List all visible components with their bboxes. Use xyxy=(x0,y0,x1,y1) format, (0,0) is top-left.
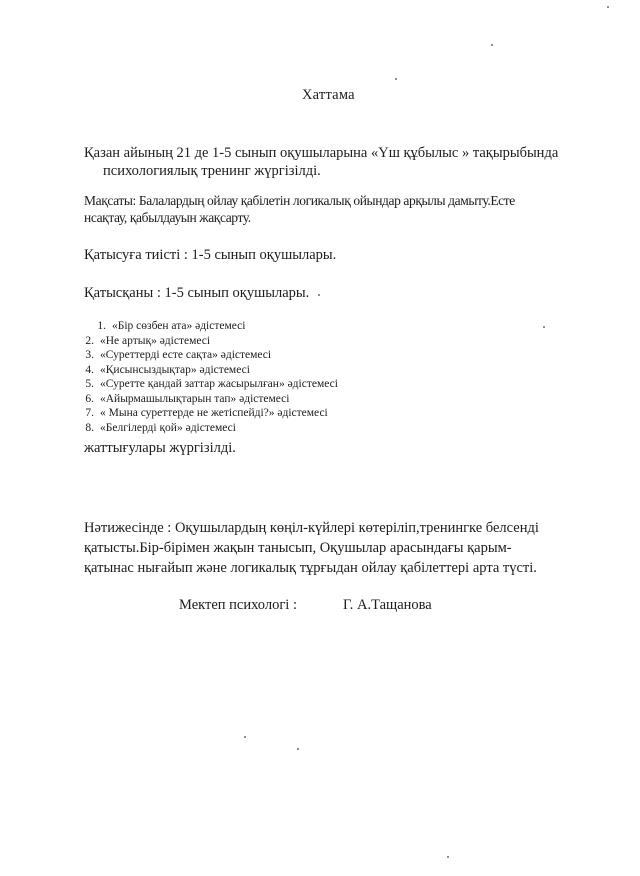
list-item xyxy=(72,393,289,405)
scan-speck xyxy=(447,856,449,858)
list-item xyxy=(84,320,245,332)
scan-speck xyxy=(395,78,397,80)
list-item-text: «Суреттерді есте сақта» әдістемесі xyxy=(100,349,272,361)
list-item-text: «Белгілерді қой» әдістемесі xyxy=(100,421,236,434)
list-item-number: 4. xyxy=(85,363,94,376)
list-item-number: 5. xyxy=(85,378,94,390)
signature-name: Г. А.Тащанова xyxy=(343,597,432,613)
list-item-number: 6. xyxy=(85,392,94,405)
result-line-2: қатысты.Бір-бірімен жақын танысып, Оқушылар арасындағы қарым- xyxy=(84,540,512,556)
scan-speck xyxy=(491,44,493,46)
list-item-text: « Мына суреттерде не жетіспейді?» әдістемесі xyxy=(100,407,328,419)
scan-speck xyxy=(543,326,545,328)
signature-label: Мектеп психологі : xyxy=(179,597,297,613)
scan-speck xyxy=(244,736,246,738)
list-item-text: «Суретте қандай заттар жасырылған» әдістемесі xyxy=(100,378,338,390)
list-item xyxy=(72,364,250,376)
list-item xyxy=(72,349,271,361)
goal-line-1: Мақсаты: Балалардың ойлау қабілетін логикалық ойындар арқылы дамыту.Есте xyxy=(84,193,515,208)
list-item-number: 2. xyxy=(85,334,94,347)
result-line-3: қатынас нығайып және логикалық тұрғыдан ойлау қабілеттері арта түсті. xyxy=(84,560,537,576)
participants-expected: Қатысуға тиісті : 1-5 сынып оқушылары. xyxy=(84,247,337,263)
document-title: Хаттама xyxy=(302,87,355,103)
scan-speck xyxy=(297,748,299,750)
list-item xyxy=(72,378,338,390)
goal-line-2: нсақтау, қабылдауын жақсарту. xyxy=(84,210,251,225)
result-line-1: Нәтижесінде : Оқушылардың көңіл-күйлері көтеріліп,тренингке белсенді xyxy=(84,520,539,536)
participants-attended: Қатысқаны : 1-5 сынып оқушылары. xyxy=(84,285,310,301)
list-item xyxy=(72,407,328,419)
scan-speck xyxy=(318,294,320,296)
list-item-text: «Қисынсыздықтар» әдістемесі xyxy=(100,363,250,376)
list-item xyxy=(72,422,236,434)
list-item-number: 1. xyxy=(97,320,106,332)
list-item-text: «Не артық» әдістемесі xyxy=(100,334,211,347)
list-item-text: «Айырмашылықтарын тап» әдістемесі xyxy=(100,392,290,405)
list-item-number: 3. xyxy=(85,349,94,361)
list-item-text: «Бір сөзбен ата» әдістемесі xyxy=(112,320,246,332)
intro-line-2: психологиялық тренинг жүргізілді. xyxy=(103,163,321,179)
list-item-number: 8. xyxy=(85,421,94,434)
scan-speck xyxy=(607,6,609,8)
intro-line-1: Қазан айының 21 де 1-5 сынып оқушыларына «Үш құбылыс » тақырыбында xyxy=(84,145,559,161)
exercises-footer: жаттығулары жүргізілді. xyxy=(84,440,236,456)
list-item xyxy=(72,335,210,347)
list-item-number: 7. xyxy=(85,407,94,419)
